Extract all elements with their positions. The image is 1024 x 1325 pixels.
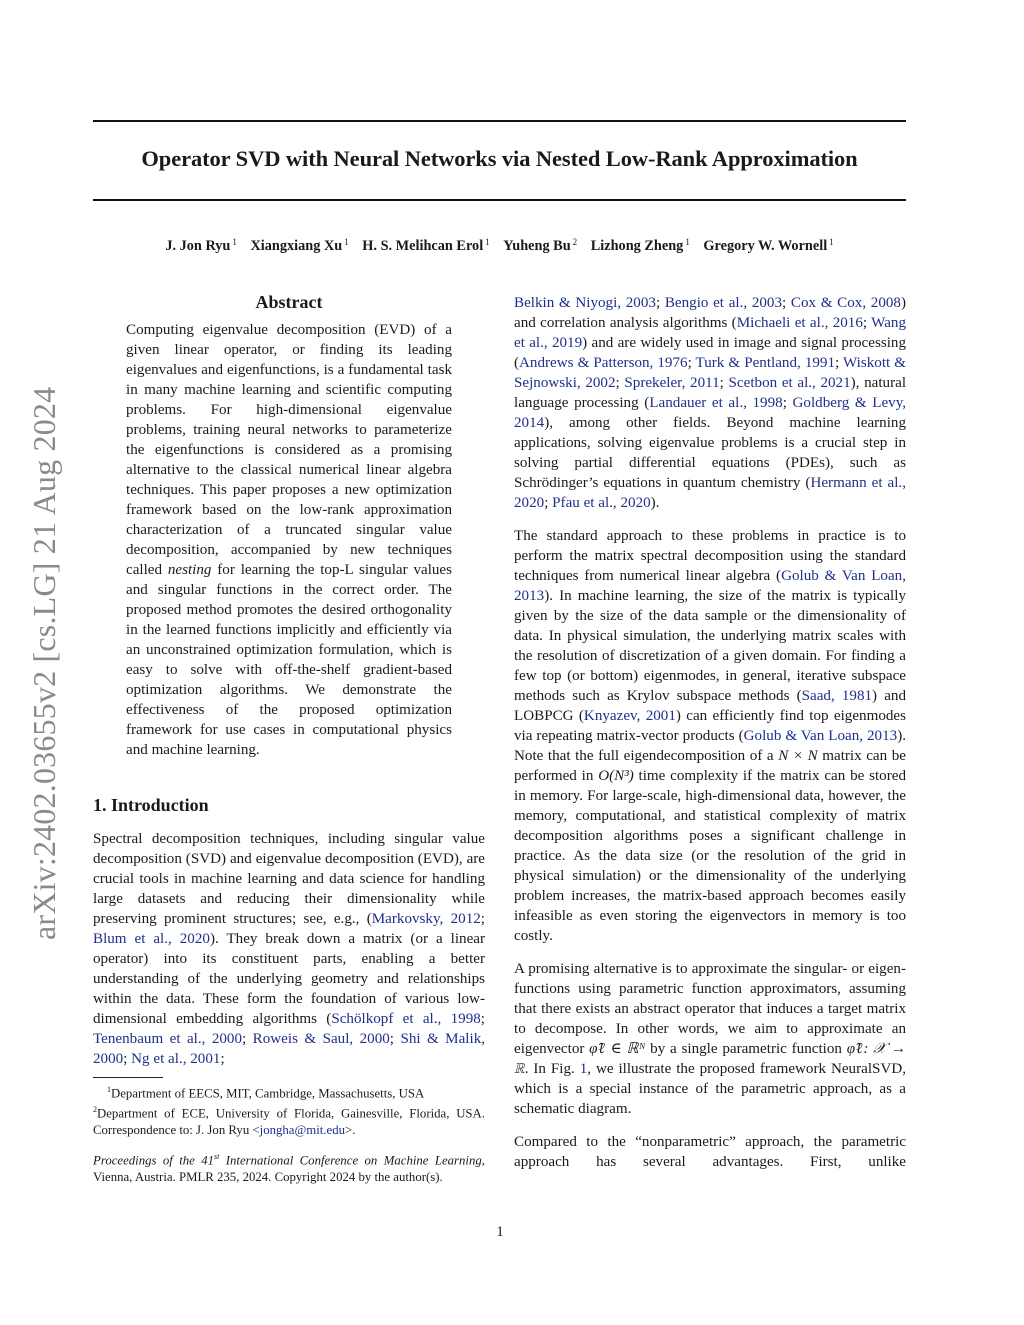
author-name: Gregory W. Wornell — [703, 238, 828, 254]
citation-link[interactable]: Scetbon et al., 2021 — [728, 375, 851, 391]
author — [362, 238, 489, 254]
citation-link[interactable]: Pfau et al., 2020 — [552, 495, 651, 511]
text: The standard approach to these problems in practice is to perform the matrix spectral decomposition using the standard techniques from numerical linear algebra ( — [514, 528, 906, 584]
affiliation-mark: 1 — [344, 237, 349, 247]
math-expression: φ̂ℓ ∈ ℝᴺ — [589, 1041, 646, 1057]
citation-link[interactable]: Bengio et al., 2003 — [664, 295, 783, 311]
citation-link[interactable]: Shi & Malik, 2000 — [93, 1031, 486, 1067]
introduction-left-column — [93, 829, 485, 1082]
abstract-italic: nesting — [167, 562, 212, 578]
text: ), among other fields. Beyond machine learning applications, solving eigenvalue problems is a crucial step in solving partial differential equations (PDEs), such as Schrödinger’s equations in quantum chemistry ( — [514, 415, 906, 491]
text: Spectral decomposition techniques, including singular value decomposition (SVD) and eigenvalue decomposition (EVD), are crucial tools in machine learning and data science for handling large datasets and reducing their dimensionality while preserving prominent structures; see, e.g., ( — [93, 831, 485, 927]
text: ) can efficiently find top eigenmodes via repeating matrix-vector products ( — [514, 708, 906, 744]
footnote-affil-1 — [93, 1082, 485, 1102]
introduction-right-column — [514, 293, 906, 1185]
citation-link[interactable]: Roweis & Saul, 2000 — [252, 1031, 390, 1047]
citation-link[interactable]: Goldberg & Levy, 2014 — [514, 395, 907, 431]
separator: ; — [123, 1051, 132, 1067]
abstract-body — [126, 320, 452, 760]
citation-link[interactable]: Landauer et al., 1998 — [649, 395, 783, 411]
footnote-affil-2 — [93, 1102, 485, 1138]
citation-link[interactable]: Saad, 1981 — [801, 688, 873, 704]
text: ) and correlation analysis algorithms ( — [514, 295, 907, 331]
author — [165, 238, 237, 254]
text: matrix can be performed in — [514, 748, 906, 784]
separator: ; — [389, 1031, 401, 1047]
math-expression: φ̂ℓ: 𝒳 → ℝ — [514, 1041, 906, 1077]
text: ). In machine learning, the size of the matrix is typically given by the size of the data sample or the dimensionality of data. In physical simulation, the underlying matrix scales with the resolution of discretization of a given domain. For finding a few top (or bottom) eigenmodes, in general, iterative subspace methods such as Krylov subspace methods ( — [514, 588, 906, 704]
separator: ; — [615, 375, 625, 391]
separator: ; — [835, 355, 844, 371]
title-top-rule — [93, 120, 906, 122]
author-name: Xiangxiang Xu — [250, 238, 343, 254]
paragraph: Compared to the “nonparametric” approach, the parametric approach has several advantages. First, unlike — [514, 1134, 906, 1170]
citation-link[interactable]: Markovsky, 2012 — [371, 911, 481, 927]
separator: ; — [782, 395, 793, 411]
separator: ; — [862, 315, 872, 331]
text: ). Note that the full eigendecomposition of a — [514, 728, 906, 764]
footnote-rule — [93, 1077, 163, 1078]
paper-title: Operator SVD with Neural Networks via Nested Low-Rank Approximation — [141, 146, 858, 171]
text: , Vienna, Austria. PMLR 235, 2024. Copyright 2024 by the author(s). — [93, 1153, 485, 1184]
paragraph — [514, 959, 906, 1119]
author-name: J. Jon Ryu — [165, 238, 231, 254]
citation-link[interactable]: Knyazev, 2001 — [583, 708, 676, 724]
paragraph — [93, 829, 485, 1069]
separator: ; — [719, 375, 729, 391]
author — [503, 238, 577, 254]
citation-link[interactable]: Blum et al., 2020 — [93, 931, 210, 947]
citation-link[interactable]: Golub & Van Loan, 2013 — [514, 568, 906, 604]
affiliation-mark: 1 — [829, 237, 834, 247]
separator: ; — [242, 1031, 253, 1047]
separator: ; — [220, 1051, 225, 1067]
separator: ; — [655, 295, 665, 311]
author — [591, 238, 690, 254]
citation-link[interactable]: Tenenbaum et al., 2000 — [93, 1031, 243, 1047]
section-heading-introduction: 1. Introduction — [93, 795, 209, 815]
text: st — [214, 1152, 220, 1161]
title-bottom-rule — [93, 199, 906, 201]
math-expression: O(N³) — [598, 768, 634, 784]
separator: ; — [782, 295, 791, 311]
text: International Conference on Machine Learning — [219, 1153, 482, 1168]
text: Department of EECS, MIT, Cambridge, Massachusetts, USA — [111, 1086, 425, 1101]
affiliation-mark: 2 — [93, 1104, 97, 1114]
separator: ; — [480, 1011, 485, 1027]
text: ) and LOBPCG ( — [514, 688, 906, 724]
author — [250, 238, 348, 254]
text: ). — [650, 495, 660, 511]
author-name: Yuheng Bu — [503, 238, 571, 254]
arxiv-stamp: arXiv:2402.03655v2 [cs.LG] 21 Aug 2024 — [26, 386, 62, 940]
citation-link[interactable]: Golub & Van Loan, 2013 — [743, 728, 898, 744]
abstract-heading: Abstract — [255, 292, 323, 312]
abstract-text: Computing eigenvalue decomposition (EVD) of a given linear operator, or finding its leading eigenvalues and eigenfunctions, is a fundamental task in many machine learning and scientific computing problems. For high-dimensional eigenvalue problems, training neural networks to parameterize the eigenfunctions is considered as a promising alternative to the classical numerical linear algebra techniques. This paper proposes a new optimization framework based on the low-rank approximation characterization of a truncated singular value decomposition, accompanied by new techniques called — [126, 322, 452, 578]
footnote-affiliations — [93, 1082, 485, 1138]
text: ), natural language processing ( — [514, 375, 907, 411]
paragraph — [514, 293, 906, 513]
citation-link[interactable]: Michaeli et al., 2016 — [736, 315, 863, 331]
author — [703, 238, 833, 254]
separator: ; — [687, 355, 696, 371]
citation-link[interactable]: Hermann et al., 2020 — [514, 475, 906, 511]
affiliation-mark: 1 — [107, 1085, 111, 1094]
citation-link[interactable]: Ng et al., 2001 — [131, 1051, 221, 1067]
separator: ; — [480, 911, 485, 927]
author-name: H. S. Melihcan Erol — [362, 238, 484, 254]
paragraph — [514, 526, 906, 946]
text: . In Fig. — [524, 1061, 580, 1077]
citation-link[interactable]: Andrews & Patterson, 1976 — [519, 355, 688, 371]
text: >. — [345, 1122, 356, 1137]
affiliation-mark: 1 — [232, 237, 237, 247]
text: A promising alternative is to approximate the singular- or eigen-functions using parametric function approximators, assuming that there exists an abstract operator that induces a target matrix to decompose. In other words, we aim to approximate an eigenvector — [514, 961, 906, 1057]
text: Proceedings of the 41 — [93, 1153, 215, 1168]
email-link[interactable]: jongha@mit.edu — [259, 1122, 346, 1137]
citation-link[interactable]: Schölkopf et al., 1998 — [331, 1011, 481, 1027]
text: time complexity if the matrix can be stored in memory. For large-scale, high-dimensional data, however, the memory, computational, and statistical complexity of matrix decomposition algorithms poses a significant challenge in practice. As the data size (or the resolution of the grid in physical simulation) or the dimensionality of the underlying problem increases, the matrix-based approach becomes easily infeasible as even storing the eigenvectors in memory is too costly. — [514, 768, 906, 944]
figure-link[interactable]: 1 — [579, 1061, 588, 1077]
separator: ; — [544, 495, 553, 511]
citation-link[interactable]: Sprekeler, 2011 — [624, 375, 720, 391]
citation-link[interactable]: Wang et al., 2019 — [514, 315, 906, 351]
citation-link[interactable]: Cox & Cox, 2008 — [790, 295, 901, 311]
affiliation-mark: 1 — [685, 237, 690, 247]
author-name: Lizhong Zheng — [590, 238, 684, 254]
text: by a single parametric function — [645, 1041, 847, 1057]
abstract-text: for learning the top-L singular values and singular functions in the correct order. The proposed method promotes the desired orthogonality in the learned functions implicitly and efficiently via an unconstrained optimization formulation, which is easy to solve with off-the-shelf gradient-based optimization algorithms. We demonstrate the effectiveness of the proposed optimization framework for use cases in computational physics and machine learning. — [126, 562, 453, 758]
affiliation-mark: 1 — [485, 237, 490, 247]
citation-link[interactable]: Turk & Pentland, 1991 — [695, 355, 836, 371]
text: Department of ECE, University of Florida, Gainesville, Florida, USA. Correspondence to: J. Jon Ryu < — [93, 1106, 485, 1137]
text: ) and are widely used in image and signal processing ( — [514, 335, 906, 371]
text: , we illustrate the proposed framework NeuralSVD, which is a special instance of the parametric approach, as a schematic diagram. — [514, 1061, 906, 1117]
citation-link[interactable]: Belkin & Niyogi, 2003 — [514, 295, 656, 311]
math-expression: N × N — [778, 748, 818, 764]
text: ). They break down a matrix (or a linear operator) into its constituent parts, enabling a better understanding of the underlying geometry and relationships within the data. These form the foundation of various low-dimensional embedding algorithms ( — [93, 931, 485, 1027]
page-number: 1 — [496, 1224, 504, 1240]
citation-link[interactable]: Wiskott & Sejnowski, 2002 — [514, 355, 906, 391]
author-list — [93, 237, 906, 255]
affiliation-mark: 2 — [572, 237, 578, 247]
footnote-proceedings — [93, 1149, 485, 1185]
